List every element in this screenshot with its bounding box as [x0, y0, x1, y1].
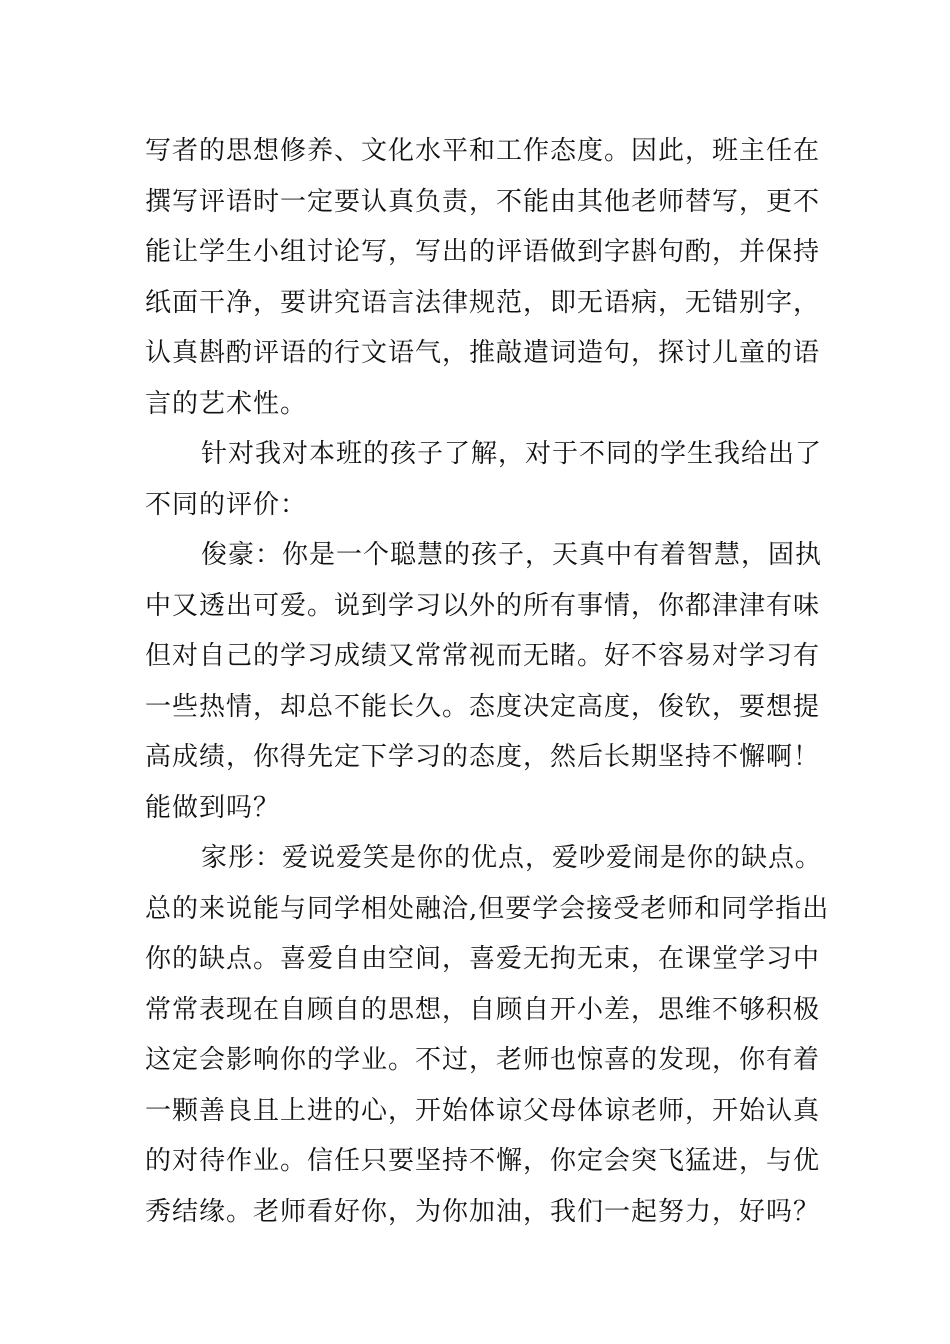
- text-line: 一些热情，却总不能长久。态度决定高度，俊钦，要想提: [145, 691, 821, 722]
- text-line: 家彤：爱说爱笑是你的优点，爱吵爱闹是你的缺点。: [201, 843, 823, 873]
- text-line: 中又透出可爱。说到学习以外的所有事情，你都津津有味: [145, 590, 821, 621]
- paragraph: [145, 833, 830, 1237]
- text-line: 不同的评价：: [145, 489, 308, 520]
- paragraph: [145, 530, 823, 833]
- text-line: 俊豪：你是一个聪慧的孩子，天真中有着智慧，固执: [201, 540, 823, 570]
- text-line: 高成绩，你得先定下学习的态度，然后长期坚持不懈啊！: [145, 742, 821, 772]
- text-line: 针对我对本班的孩子了解，对于不同的学生我给出了: [201, 439, 823, 469]
- text-line: 撰写评语时一定要认真负责，不能由其他老师替写，更不: [145, 186, 821, 217]
- text-line: 一颗善良且上进的心，开始体谅父母体谅老师，开始认真: [145, 1095, 821, 1126]
- paragraph: [145, 126, 821, 429]
- text-line: 总的来说能与同学相处融洽,但要学会接受老师和同学指出: [145, 893, 830, 924]
- text-line: 认真斟酌评语的行文语气，推敲遣词造句，探讨儿童的语: [145, 338, 821, 368]
- text-line: 的对待作业。信任只要坚持不懈，你定会突飞猛进，与优: [145, 1146, 821, 1176]
- text-line: 秀结缘。老师看好你，为你加油，我们一起努力，好吗？: [145, 1196, 821, 1227]
- text-line: 纸面干净，要讲究语言法律规范，即无语病，无错别字，: [145, 287, 821, 318]
- document-body: [145, 126, 830, 1237]
- text-line: 写者的思想修养、文化水平和工作态度。因此，班主任在: [145, 136, 821, 166]
- text-line: 能让学生小组讨论写，写出的评语做到字斟句酌，并保持: [145, 237, 821, 267]
- text-line: 但对自己的学习成绩又常常视而无睹。好不容易对学习有: [145, 641, 821, 671]
- text-line: 这定会影响你的学业。不过，老师也惊喜的发现，你有着: [145, 1045, 821, 1075]
- text-line: 能做到吗？: [145, 792, 281, 823]
- text-line: 常常表现在自顾自的思想，自顾自开小差，思维不够积极: [145, 994, 821, 1025]
- text-line: 言的艺术性。: [145, 388, 308, 419]
- text-line: 你的缺点。喜爱自由空间，喜爱无拘无束，在课堂学习中: [145, 944, 821, 974]
- paragraph: [145, 429, 823, 530]
